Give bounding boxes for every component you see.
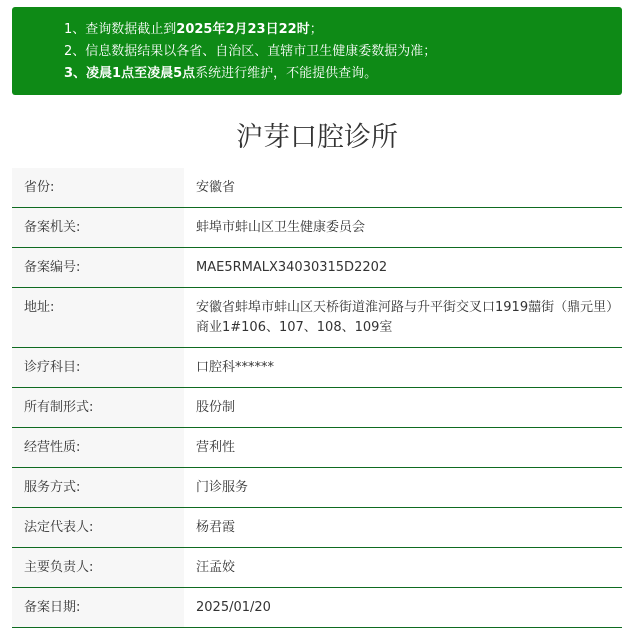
notice-line-3-suffix: 系统进行维护，不能提供查询。 — [195, 66, 378, 81]
field-value-legal-representative: 杨君霞 — [196, 520, 236, 535]
field-value-principal: 汪孟姣 — [196, 560, 236, 575]
notice-line-1 — [64, 19, 622, 41]
notice-line-3-prefix: 3、 — [64, 66, 87, 81]
notice-banner — [12, 7, 622, 95]
table-row — [12, 468, 622, 508]
field-label-principal: 主要负责人: — [12, 548, 184, 588]
table-row — [12, 348, 622, 388]
notice-line-3-time: 凌晨1点至凌晨5点 — [86, 66, 196, 81]
field-label-ownership: 所有制形式: — [12, 388, 184, 428]
table-row — [12, 208, 622, 248]
notice-line-1-date: 2025年2月23日22时 — [176, 22, 310, 37]
field-label-province: 省份: — [12, 168, 184, 208]
table-row — [12, 508, 622, 548]
field-value-authority: 蚌埠市蚌山区卫生健康委员会 — [196, 220, 366, 235]
table-row — [12, 248, 622, 288]
field-label-record-date: 备案日期: — [12, 588, 184, 628]
notice-line-1-prefix: 1、查询数据截止到 — [64, 22, 177, 37]
table-row — [12, 428, 622, 468]
notice-line-1-suffix: ； — [309, 22, 323, 37]
table-row — [12, 168, 622, 208]
notice-line-3 — [64, 63, 622, 85]
field-label-business-nature: 经营性质: — [12, 428, 184, 468]
field-value-business-nature: 营利性 — [196, 440, 236, 455]
table-row — [12, 548, 622, 588]
field-value-ownership: 股份制 — [196, 400, 236, 415]
info-table — [12, 168, 622, 628]
field-label-address: 地址: — [12, 288, 184, 348]
field-label-legal-representative: 法定代表人: — [12, 508, 184, 548]
table-row — [12, 388, 622, 428]
field-value-departments: 口腔科****** — [196, 360, 275, 375]
field-value-address: 安徽省蚌埠市蚌山区天桥街道淮河路与升平街交叉口1919囍街（鼎元里）商业1#106、107、108、109室 — [196, 300, 613, 335]
field-value-record-number: MAE5RMALX34030315D2202 — [196, 260, 388, 275]
field-label-authority: 备案机关: — [12, 208, 184, 248]
table-row — [12, 588, 622, 628]
notice-line-2: 2、信息数据结果以各省、自治区、直辖市卫生健康委数据为准； — [64, 44, 437, 59]
page-title: 沪芽口腔诊所 — [236, 122, 398, 153]
field-label-departments: 诊疗科目: — [12, 348, 184, 388]
field-value-record-date: 2025/01/20 — [196, 600, 271, 615]
table-row — [12, 288, 622, 348]
field-value-service-mode: 门诊服务 — [196, 480, 249, 495]
field-label-service-mode: 服务方式: — [12, 468, 184, 508]
field-value-province: 安徽省 — [196, 180, 236, 195]
field-label-record-number: 备案编号: — [12, 248, 184, 288]
